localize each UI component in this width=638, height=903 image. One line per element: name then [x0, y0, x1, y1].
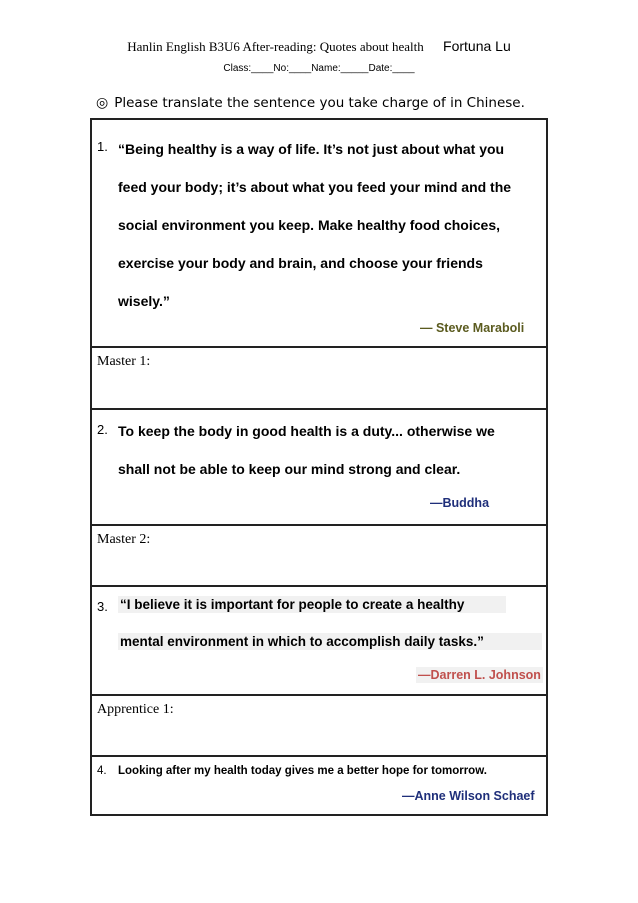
quote-2-text: [118, 412, 542, 488]
worksheet-header: [0, 38, 638, 55]
quote-line: “I believe it is important for people to create a healthy: [118, 596, 506, 613]
quote-line: “Being healthy is a way of life. It’s not just about what you: [118, 141, 505, 157]
quote-line: exercise your body and brain, and choose your friends: [118, 255, 483, 271]
quote-attribution: —Anne Wilson Schaef: [402, 789, 535, 803]
author-name: Fortuna Lu: [443, 38, 511, 54]
student-info-fields: Class:____No:____Name:_____Date:____: [223, 63, 415, 74]
quote-attribution: —Darren L. Johnson: [418, 668, 541, 682]
instruction: [96, 95, 525, 111]
quote-number: 2.: [97, 422, 108, 437]
worksheet-title: Hanlin English B3U6 After-reading: Quotes about health: [127, 39, 424, 54]
quote-attribution: —Buddha: [430, 496, 490, 510]
quote-2-cell: [92, 410, 546, 526]
answer-label: Master 1:: [97, 354, 151, 369]
double-circle-bullet-icon: ◎: [96, 95, 109, 111]
quotes-table: [90, 118, 548, 816]
quote-number: 3.: [97, 599, 108, 614]
quote-line: mental environment in which to accomplish daily tasks.”: [118, 633, 542, 650]
quote-line: shall not be able to keep our mind strong and clear.: [118, 461, 461, 477]
quote-1-text: [118, 130, 542, 320]
quote-4-cell: [92, 757, 546, 816]
quote-number: 4.: [97, 765, 107, 777]
instruction-text: Please translate the sentence you take charge of in Chinese.: [114, 95, 525, 111]
quote-1-cell: [92, 120, 546, 348]
quote-line: Looking after my health today gives me a better hope for tomorrow.: [118, 765, 487, 777]
answer-label: Master 2:: [97, 532, 151, 547]
quote-line: social environment you keep. Make healthy food choices,: [118, 217, 500, 233]
answer-cell-apprentice-1[interactable]: [92, 696, 546, 757]
answer-label: Apprentice 1:: [97, 702, 174, 717]
quote-line: To keep the body in good health is a duty... otherwise we: [118, 423, 495, 439]
answer-cell-master-1[interactable]: [92, 348, 546, 410]
quote-attribution: — Steve Maraboli: [420, 321, 525, 335]
answer-cell-master-2[interactable]: [92, 526, 546, 587]
quote-number: 1.: [97, 139, 108, 154]
quote-line: feed your body; it’s about what you feed your mind and the: [118, 179, 512, 195]
quote-3-cell: [92, 587, 546, 696]
quote-line: wisely.”: [118, 293, 170, 309]
